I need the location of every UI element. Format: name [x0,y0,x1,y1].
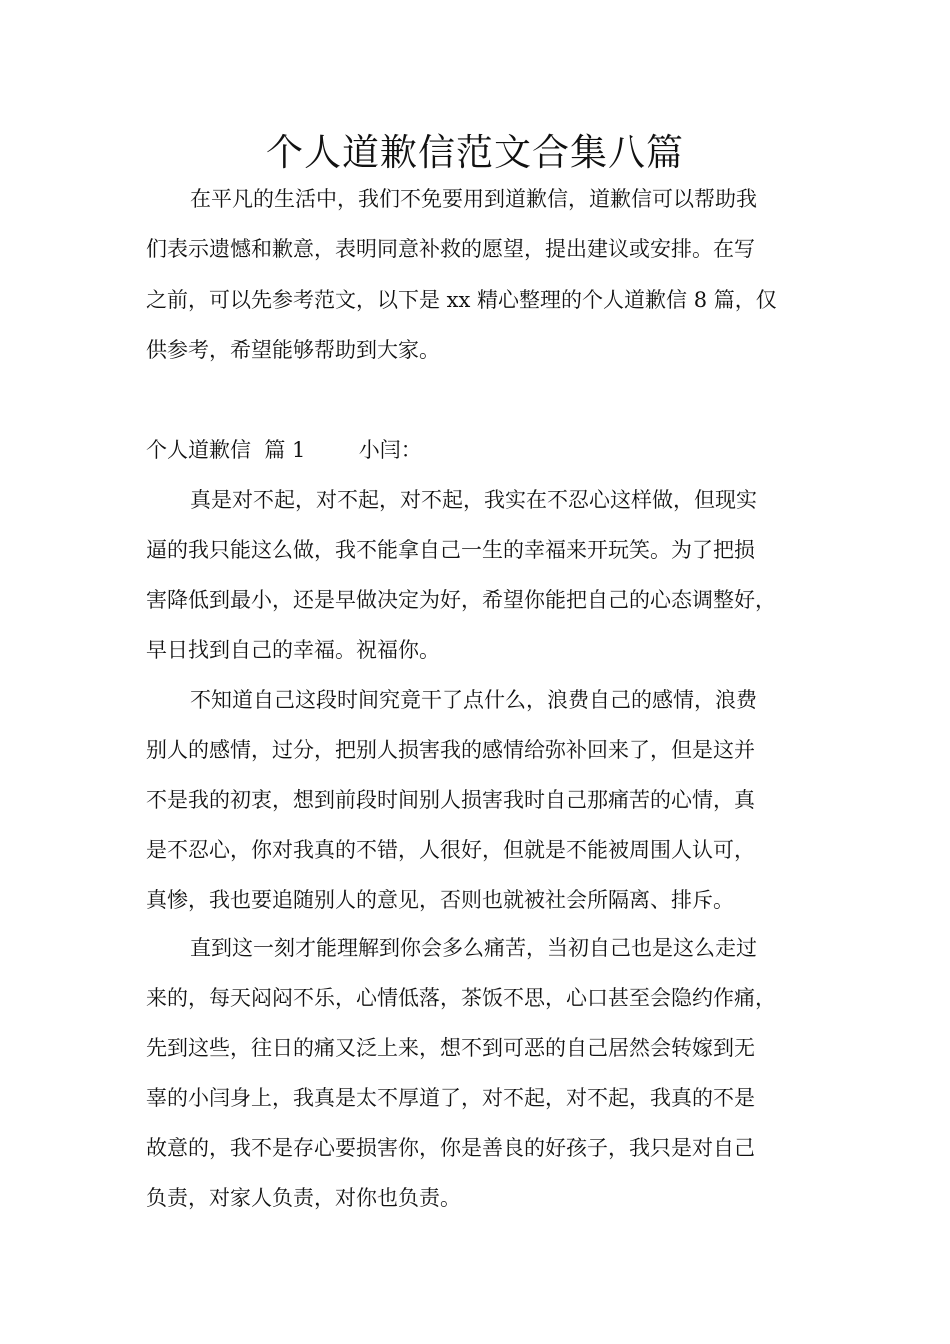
paragraph2-line-3: 不是我的初衷，想到前段时间别人损害我时自己那痛苦的心情，真 [146,788,755,812]
paragraph1-line-4: 早日找到自己的幸福。祝福你。 [146,638,440,662]
paragraph1-line-1: 真是对不起，对不起，对不起，我实在不忍心这样做，但现实 [190,488,757,512]
paragraph1-line-3: 害降低到最小，还是早做决定为好，希望你能把自己的心态调整好， [146,588,776,612]
paragraph1-line-2: 逼的我只能这么做，我不能拿自己一生的幸福来开玩笑。为了把损 [146,538,755,562]
document-title: 个人道歉信范文合集八篇 [266,131,684,174]
paragraph3-line-5: 故意的，我不是存心要损害你，你是善良的好孩子，我只是对自己 [146,1136,755,1160]
section-heading: 个人道歉信 篇 1 小闫： [146,438,422,462]
paragraph3-line-1: 直到这一刻才能理解到你会多么痛苦，当初自己也是这么走过 [190,936,757,960]
intro-line-4: 供参考，希望能够帮助到大家。 [146,338,440,362]
paragraph3-line-6: 负责，对家人负责，对你也负责。 [146,1186,461,1210]
intro-line-2: 们表示遗憾和歉意，表明同意补救的愿望，提出建议或安排。在写 [146,237,755,261]
paragraph2-line-1: 不知道自己这段时间究竟干了点什么，浪费自己的感情，浪费 [190,688,757,712]
paragraph3-line-4: 辜的小闫身上，我真是太不厚道了，对不起，对不起，我真的不是 [146,1086,755,1110]
paragraph2-line-2: 别人的感情，过分，把别人损害我的感情给弥补回来了，但是这并 [146,738,755,762]
intro-line-3: 之前，可以先参考范文，以下是 xx 精心整理的个人道歉信 8 篇，仅 [146,288,777,312]
paragraph3-line-3: 先到这些，往日的痛又泛上来，想不到可恶的自己居然会转嫁到无 [146,1036,755,1060]
intro-line-1: 在平凡的生活中，我们不免要用到道歉信，道歉信可以帮助我 [190,187,757,211]
paragraph3-line-2: 来的，每天闷闷不乐，心情低落，茶饭不思，心口甚至会隐约作痛， [146,986,776,1010]
paragraph2-line-4: 是不忍心，你对我真的不错，人很好，但就是不能被周围人认可， [146,838,755,862]
paragraph2-line-5: 真惨，我也要追随别人的意见，否则也就被社会所隔离、排斥。 [146,888,734,912]
